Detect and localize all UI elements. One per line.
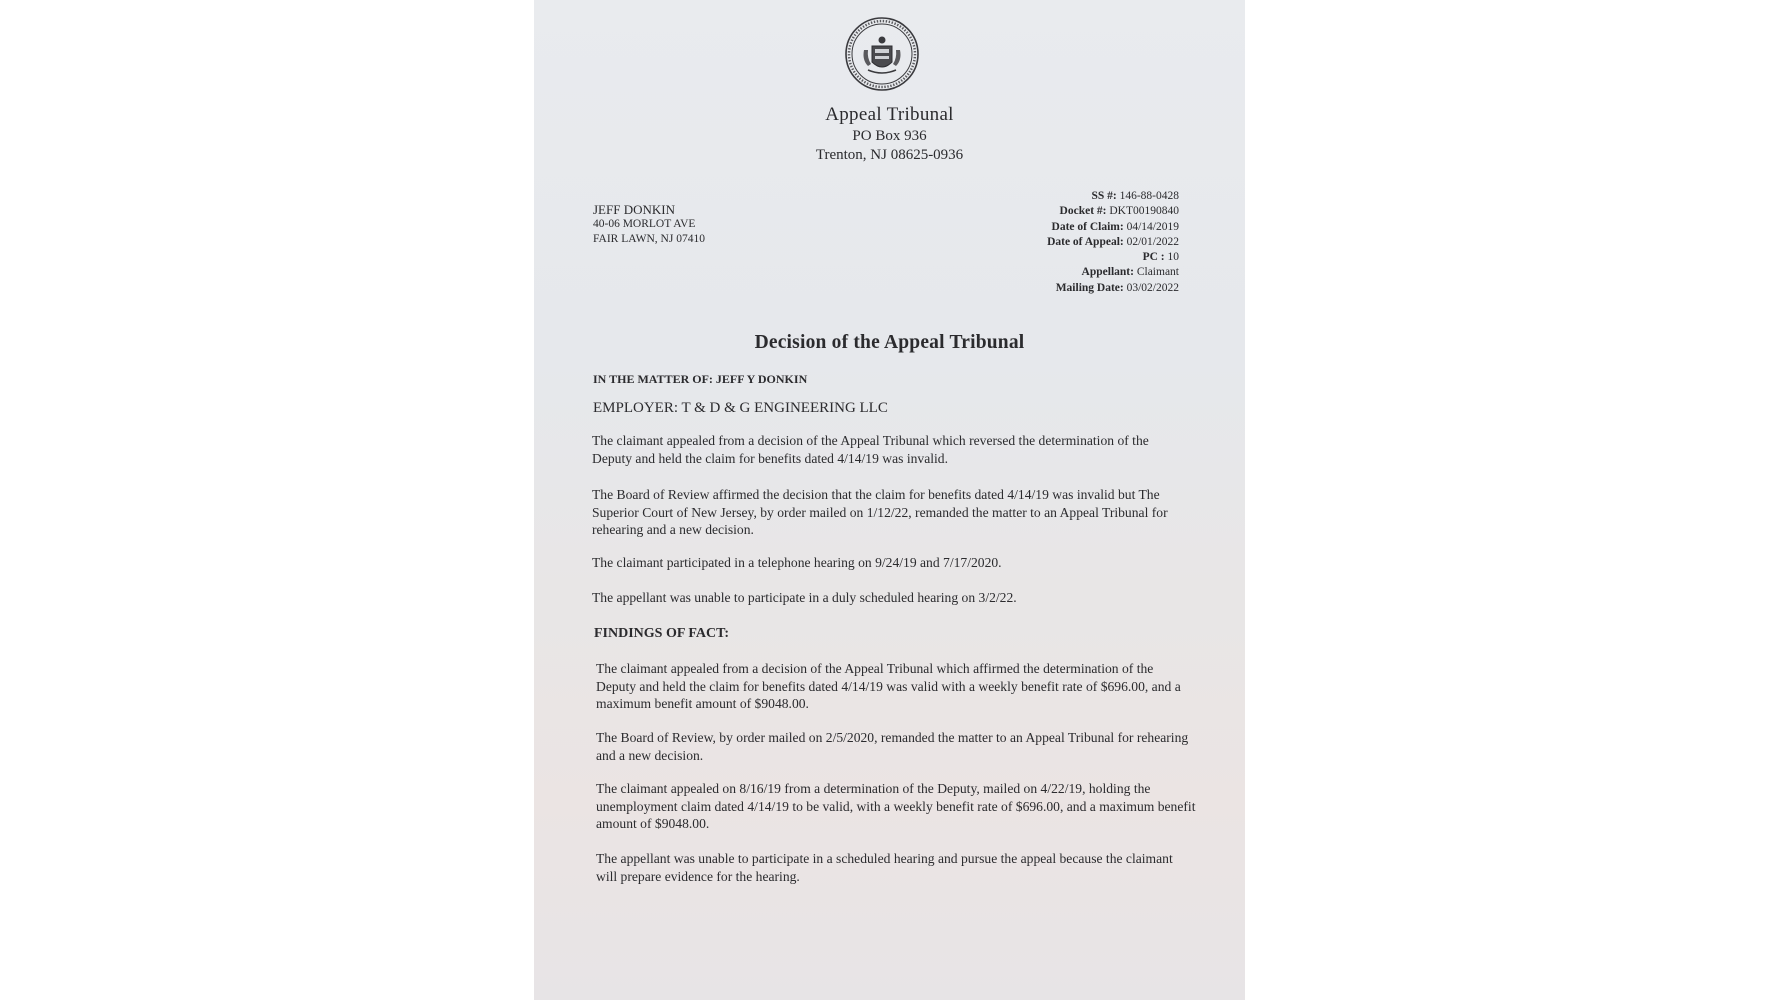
scanned-letter-page [534,0,1245,1000]
case-info-ssn [1047,189,1179,204]
case-info-label: PC : [1142,251,1165,264]
matter-line: IN THE MATTER OF: JEFF Y DONKIN [593,372,808,386]
addressee-street: 40-06 MORLOT AVE [593,218,696,230]
case-info-date-of-claim [1047,220,1179,235]
case-info-value: 146-88-0428 [1119,190,1179,202]
finding-paragraph: The claimant appealed from a decision of the Appeal Tribunal which affirmed the determination of the Deputy and held the claim for benefits dated 4/14/19 was valid with a weekly benefit rate of $696.00, and a maximum benefit amount of $9048.00. [596,661,1181,711]
case-info-value: DKT00190840 [1109,205,1179,218]
findings-heading: FINDINGS OF FACT: [594,626,730,641]
case-info-value: 02/01/2022 [1126,235,1179,248]
case-info-mailing-date [1047,281,1179,296]
case-info-label: SS #: [1091,190,1117,202]
addressee-city: FAIR LAWN, NJ 07410 [593,233,705,245]
finding-paragraph: The claimant appealed on 8/16/19 from a determination of the Deputy, mailed on 4/22/19, holding the unemployment claim dated 4/14/19 to be valid, with a weekly benefit rate of $696.00, and a maximum benefit amount of $9048.00. [596,781,1196,831]
case-info-docket [1047,204,1179,219]
tribunal-po-box: PO Box 936 [852,128,927,144]
case-info-value: Claimant [1136,266,1179,279]
case-info-label: Mailing Date: [1055,281,1124,294]
case-info-pc [1047,250,1179,265]
body-paragraph: The Board of Review affirmed the decision that the claim for benefits dated 4/14/19 was invalid but The Superior Court of New Jersey, by order mailed on 1/12/22, remanded the matter to an Appeal Tribunal for rehearing and a new decision. [592,487,1168,537]
case-info-appellant [1047,265,1179,280]
case-info-value: 04/14/2019 [1126,220,1179,233]
tribunal-name: Appeal Tribunal [825,104,954,125]
case-info-value: 10 [1167,251,1179,264]
case-info-label: Docket #: [1059,205,1107,218]
body-paragraph: The claimant appealed from a decision of the Appeal Tribunal which reversed the determination of the Deputy and held the claim for benefits dated 4/14/19 was invalid. [592,433,1149,466]
body-paragraph: The claimant participated in a telephone hearing on 9/24/19 and 7/17/2020. [592,555,1002,570]
case-info-label: Date of Appeal: [1047,235,1124,248]
state-seal-icon [844,16,920,92]
addressee-name: JEFF DONKIN [593,202,675,217]
case-info-label: Appellant: [1081,266,1134,279]
case-info-value: 03/02/2022 [1126,281,1179,294]
employer-line: EMPLOYER: T & D & G ENGINEERING LLC [593,400,888,416]
case-info-block [1047,189,1179,296]
finding-paragraph: The Board of Review, by order mailed on 2/5/2020, remanded the matter to an Appeal Tribunal for rehearing and a new decision. [596,730,1189,763]
addressee-block [593,202,705,247]
case-info-label: Date of Claim: [1051,220,1124,233]
finding-paragraph: The appellant was unable to participate in a scheduled hearing and pursue the appeal because the claimant will prepare evidence for the hearing. [596,851,1173,884]
tribunal-city-zip: Trenton, NJ 08625-0936 [815,147,964,163]
document-title: Decision of the Appeal Tribunal [754,332,1025,353]
body-paragraph: The appellant was unable to participate in a duly scheduled hearing on 3/2/22. [592,590,1017,605]
case-info-date-of-appeal [1047,235,1179,250]
